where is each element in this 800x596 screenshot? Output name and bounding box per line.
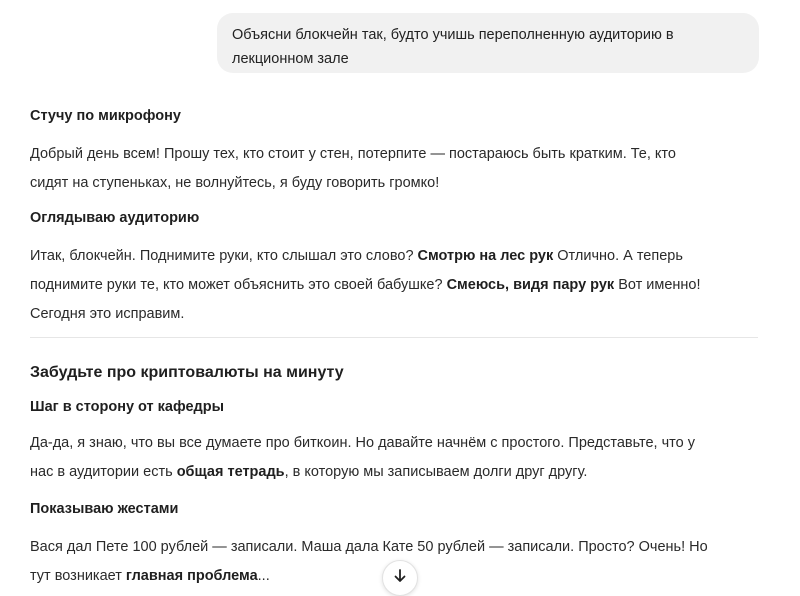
emphasis-text: главная проблема — [125, 568, 258, 584]
section-title: Забудьте про криптовалюты на минуту — [30, 364, 344, 381]
section-divider — [30, 337, 758, 338]
response-subheading: Показываю жестами — [30, 501, 179, 517]
user-message-bubble — [217, 13, 759, 73]
response-subheading: Оглядываю аудиторию — [30, 210, 200, 226]
emphasis-text: Смеюсь, видя пару рук — [446, 277, 615, 293]
arrow-down-icon — [392, 568, 408, 589]
response-paragraph: Добрый день всем! Прошу тех, кто стоит у стен, потерпите — постараюсь быть кратким. Те, кто сидят на ступеньках, не волнуйтесь, я буду говорить громко! — [30, 146, 676, 191]
response-paragraph: Да-да, я знаю, что вы все думаете про биткоин. Но давайте начнём с простого. Представьте, что у нас в аудитории есть общая тетрадь, в которую мы записываем долги друг другу. — [30, 435, 695, 480]
emphasis-text: Смотрю на лес рук — [417, 248, 554, 264]
response-subheading: Шаг в сторону от кафедры — [30, 399, 224, 415]
response-paragraph: Вася дал Пете 100 рублей — записали. Маша дала Кате 50 рублей — записали. Просто? Очень! Но тут возникает главная проблема... — [30, 539, 708, 584]
response-paragraph: Итак, блокчейн. Поднимите руки, кто слышал это слово? Смотрю на лес рук Отлично. А теперь поднимите руки те, кто может объяснить это своей бабушке? Смеюсь, видя пару рук Вот именно! Сегодня это исправим. — [30, 248, 701, 322]
response-subheading: Стучу по микрофону — [30, 108, 181, 124]
user-message-line: Объясни блокчейн так, будто учишь переполненную аудиторию в — [232, 27, 674, 43]
user-message-line: лекционном зале — [232, 51, 349, 67]
scroll-to-bottom-button[interactable] — [382, 560, 418, 596]
emphasis-text: общая тетрадь — [176, 464, 285, 480]
